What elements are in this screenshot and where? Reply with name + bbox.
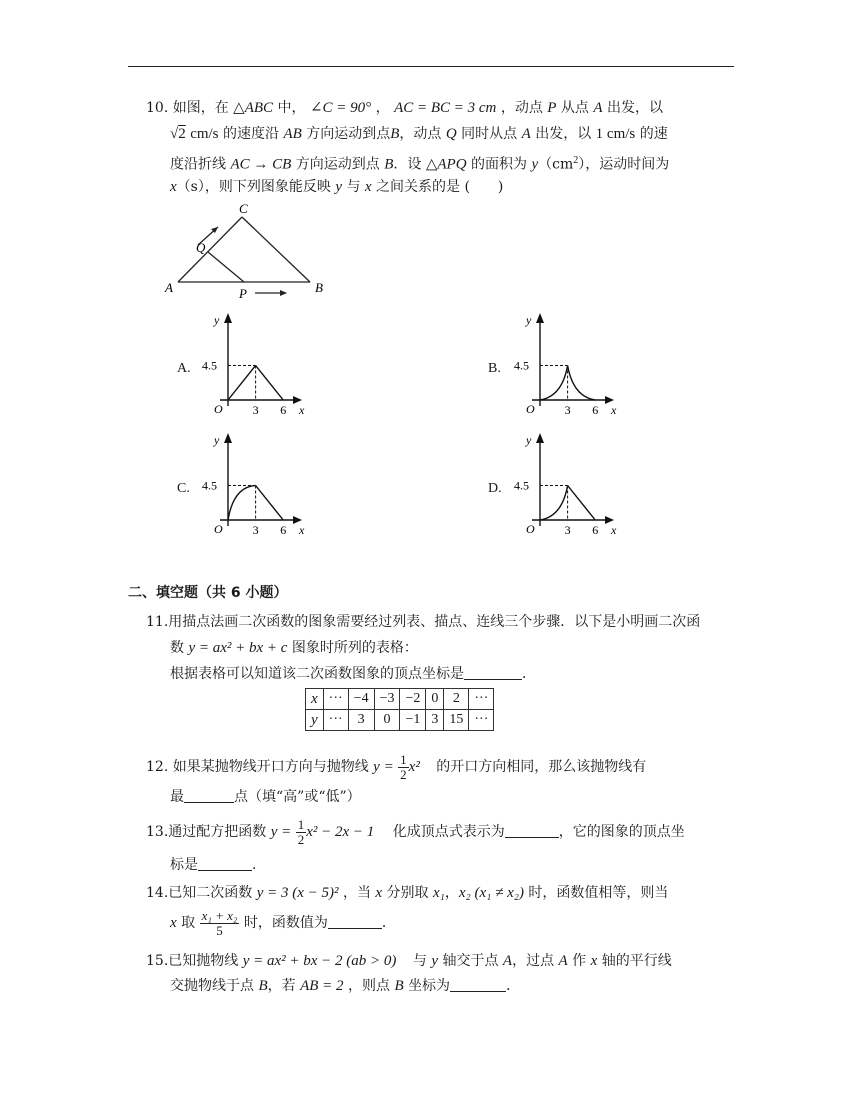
option-c-label[interactable]: C. (177, 481, 190, 496)
point-p-label: P (239, 286, 247, 300)
q11-line-3: 根据表格可以知道该二次函数图象的顶点坐标是 ． (170, 666, 536, 682)
curve-falling (256, 366, 284, 401)
tick-label-ymax: 4.5 (514, 358, 529, 373)
y-axis-arrow (536, 313, 544, 323)
origin-label: O (214, 522, 223, 536)
q13-line-1: 13.通过配方把函数 y = $\frac{1}{2}$ x² − 2x − 1 化成顶点式表示为 ，它的图象的顶点坐 (146, 816, 685, 847)
table-row-x: x ··· −4 −3 −2 0 2 ··· (306, 689, 494, 710)
curve-falling (568, 366, 596, 401)
x-axis-label: x (299, 403, 305, 417)
tick-label-x3: 3 (564, 403, 571, 417)
x-axis-label: x (611, 403, 617, 417)
origin-label: O (526, 402, 535, 416)
tick-label-x6: 6 (592, 523, 599, 537)
triangle-figure (160, 200, 340, 300)
curve-falling (568, 486, 596, 521)
tick-label-x3: 3 (252, 523, 259, 537)
q12-number: 12. (146, 759, 169, 775)
q14-answer-blank[interactable] (328, 914, 382, 929)
q15-number: 15. (146, 953, 169, 969)
q14-line-2: x 取 $\frac{\text{x₁ + x₂}}{5}$ 时，函数值为 ． (170, 907, 396, 938)
origin-label: O (214, 402, 223, 416)
q12-line-2: 最 点（填“高”或“低”） (170, 789, 361, 805)
curve-rising (540, 366, 568, 401)
tick-label-x6: 6 (280, 523, 287, 537)
q10-number: 10. (146, 100, 169, 116)
curve-falling (256, 486, 284, 521)
q10-line-2: √2 cm/s 的速度沿 AB 方向运动到点B，动点 Q 同时从点 A 出发，以 1 cm/s 的速 (170, 126, 668, 142)
y-axis-arrow (224, 313, 232, 323)
option-b-label[interactable]: B. (488, 361, 501, 376)
q14-number: 14. (146, 885, 169, 901)
point-q-label: Q (196, 240, 206, 255)
y-axis-arrow (224, 433, 232, 443)
q12-answer-blank[interactable] (184, 788, 234, 803)
q13-number: 13. (146, 824, 169, 840)
option-d-graph[interactable] (510, 430, 630, 540)
q13-line-2: 标是 ． (170, 857, 266, 873)
q10-line-4: x（s），则下列图象能反映 y 与 x 之间关系的是 ( ) (170, 179, 504, 195)
x-axis-label: x (299, 523, 305, 537)
q13-answer-blank-2[interactable] (198, 856, 252, 871)
section-title: 二、填空题（共 6 小题） (128, 585, 288, 601)
q11-number: 11. (146, 614, 169, 630)
curve-rising (228, 486, 256, 521)
tick-label-x3: 3 (252, 403, 259, 417)
y-axis-label: y (526, 313, 532, 327)
option-a-graph[interactable] (198, 310, 318, 420)
y-axis-arrow (536, 433, 544, 443)
header-rule (128, 66, 734, 67)
tick-label-x3: 3 (564, 523, 571, 537)
option-b-graph[interactable] (510, 310, 630, 420)
q11-value-table (305, 688, 494, 731)
q14-line-1: 14.已知二次函数 y = 3 (x − 5)² ，当 x 分别取 x₁，x₂ (x₁ ≠ x₂) 时，函数值相等，则当 (146, 885, 669, 901)
y-axis-label: y (214, 313, 220, 327)
sqrt-symbol: √2 (170, 126, 186, 142)
tick-label-x6: 6 (280, 403, 287, 417)
tick-label-x6: 6 (592, 403, 599, 417)
q11-line-2: 数 y = ax² + bx + c 图象时所列的表格： (170, 640, 418, 656)
option-a-label[interactable]: A. (177, 361, 191, 376)
q14-fraction: $\frac{\text{x₁ + x₂}}{5}$ (201, 907, 238, 938)
vertex-a-label: A (165, 280, 173, 295)
q12-fraction: $\frac{1}{2}$ (400, 751, 407, 782)
q13-answer-blank-1[interactable] (505, 823, 559, 838)
tick-label-ymax: 4.5 (202, 358, 217, 373)
q12-line-1: 12. 如果某抛物线开口方向与抛物线 y = $\frac{1}{2}$ x² 的开口方向相同，那么该抛物线有 (146, 751, 647, 782)
y-axis-label: y (214, 433, 220, 447)
tick-label-ymax: 4.5 (202, 478, 217, 493)
origin-label: O (526, 522, 535, 536)
q15-line-2: 交抛物线于点 B，若 AB = 2 ，则点 B 坐标为 ． (170, 978, 521, 994)
q10-line-3: 度沿折线 AC → CB 方向运动到点 B．设 △APQ 的面积为 $y(cm^2)$，运动时间为 (170, 155, 670, 173)
curve-rising (228, 366, 256, 401)
option-c-graph[interactable] (198, 430, 318, 540)
tick-label-ymax: 4.5 (514, 478, 529, 493)
table-row-y: y ··· 3 0 −1 3 15 ··· (306, 710, 494, 731)
q13-fraction: $\frac{1}{2}$ (297, 816, 305, 847)
y-axis-label: y (526, 433, 532, 447)
vertex-b-label: B (315, 280, 323, 295)
q11-answer-blank[interactable] (464, 665, 522, 680)
x-axis-label: x (611, 523, 617, 537)
q11-line-1: 11.用描点法画二次函数的图象需要经过列表、描点、连线三个步骤．以下是小明画二次函 (146, 614, 701, 630)
q10-line-1: 10. 如图，在 △ABC 中， ∠C = 90° ， AC = BC = 3 cm ，动点 P 从点 A 出发，以 (146, 100, 663, 116)
curve-rising (540, 486, 568, 521)
q15-answer-blank[interactable] (450, 977, 506, 992)
q15-line-1: 15.已知抛物线 y = ax² + bx − 2 (ab > 0) 与 y 轴交于点 A，过点 A 作 x 轴的平行线 (146, 953, 672, 969)
option-d-label[interactable]: D. (488, 481, 502, 496)
vertex-c-label: C (239, 201, 248, 216)
